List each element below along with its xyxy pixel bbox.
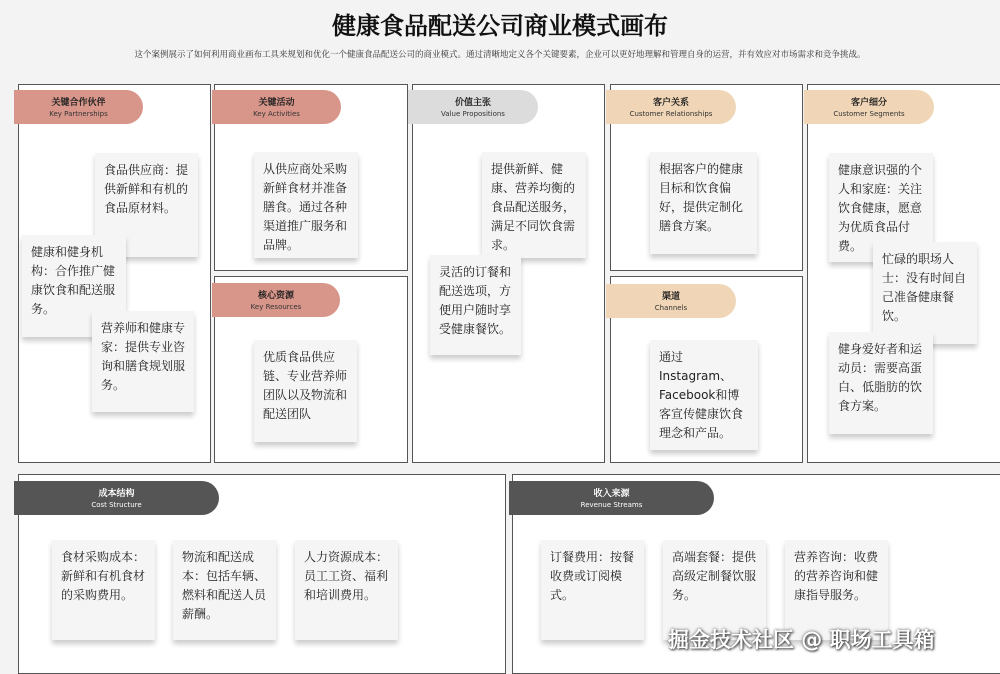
watermark: 掘金技术社区 @ 职场工具箱 <box>668 628 935 652</box>
sticky-note[interactable]: 营养咨询：收费的营养咨询和健康指导服务。 <box>785 540 888 640</box>
header-zh: 渠道 <box>661 292 680 302</box>
page-title: 健康食品配送公司商业模式画布 <box>332 12 668 40</box>
header-en: Customer Relationships <box>629 110 713 118</box>
header-zh: 关键活动 <box>258 98 295 108</box>
sticky-note[interactable]: 营养师和健康专家：提供专业咨询和膳食规划服务。 <box>92 311 194 412</box>
sticky-note[interactable]: 根据客户的健康目标和饮食偏好，提供定制化膳食方案。 <box>650 152 757 254</box>
channels-header <box>606 284 736 318</box>
sticky-note[interactable]: 食材采购成本：新鲜和有机食材的采购费用。 <box>52 540 155 640</box>
header-en: Value Propositions <box>441 110 505 118</box>
key-resources-header <box>212 283 340 317</box>
sticky-note[interactable]: 健康意识强的个人和家庭：关注饮食健康，愿意为优质食品付费。 <box>829 153 933 262</box>
key-activities-header <box>212 90 341 124</box>
header-zh: 关键合作伙伴 <box>51 98 106 108</box>
header-en: Key Partnerships <box>49 110 108 118</box>
header-en: Cost Structure <box>91 501 142 509</box>
header-en: Key Resources <box>250 303 302 311</box>
revenue-streams-header <box>509 481 714 515</box>
header-en: Revenue Streams <box>580 501 643 509</box>
sticky-note[interactable]: 人力资源成本：员工工资、福利和培训费用。 <box>295 540 398 640</box>
sticky-note[interactable]: 物流和配送成本：包括车辆、燃料和配送人员薪酬。 <box>173 540 276 640</box>
value-propositions-header <box>408 90 538 124</box>
header-zh: 客户细分 <box>850 98 887 108</box>
header-zh: 客户关系 <box>652 98 689 108</box>
sticky-note[interactable]: 通过Instagram、Facebook和博客宣传健康饮食理念和产品。 <box>650 340 758 450</box>
header-zh: 成本结构 <box>98 489 135 499</box>
header-en: Key Activities <box>253 110 300 118</box>
sticky-note[interactable]: 提供新鲜、健康、营养均衡的食品配送服务，满足不同饮食需求。 <box>482 152 586 258</box>
sticky-note[interactable]: 健康和健身机构：合作推广健康饮食和配送服务。 <box>22 235 126 337</box>
sticky-note[interactable]: 高端套餐：提供高级定制餐饮服务。 <box>663 540 766 640</box>
sticky-note[interactable]: 订餐费用：按餐收费或订阅模式。 <box>541 540 644 640</box>
sticky-note[interactable]: 忙碌的职场人士：没有时间自己准备健康餐饮。 <box>873 242 977 344</box>
sticky-note[interactable]: 健身爱好者和运动员：需要高蛋白、低脂肪的饮食方案。 <box>829 332 933 434</box>
customer-relationships-header <box>606 90 736 124</box>
sticky-note[interactable]: 从供应商处采购新鲜食材并准备膳食。通过各种渠道推广服务和品牌。 <box>254 152 358 258</box>
customer-segments-header <box>804 90 934 124</box>
header-zh: 收入来源 <box>593 489 630 499</box>
sticky-note[interactable]: 优质食品供应链、专业营养师团队以及物流和配送团队 <box>254 340 357 442</box>
sticky-note[interactable]: 食品供应商：提供新鲜和有机的食品原材料。 <box>95 153 198 257</box>
header-en: Channels <box>654 304 688 312</box>
page-subtitle: 这个案例展示了如何利用商业画布工具来规划和优化一个健康食品配送公司的商业模式。通过清晰地定义各个关键要素，企业可以更好地理解和管理自身的运营，并有效应对市场需求和竞争挑战。 <box>134 50 866 60</box>
header-en: Customer Segments <box>833 110 905 118</box>
key-partnerships-header <box>14 90 143 124</box>
cost-structure-header <box>14 481 219 515</box>
header-zh: 核心资源 <box>257 291 294 301</box>
header-zh: 价值主张 <box>454 98 491 108</box>
sticky-note[interactable]: 灵活的订餐和配送选项，方便用户随时享受健康餐饮。 <box>430 255 521 355</box>
